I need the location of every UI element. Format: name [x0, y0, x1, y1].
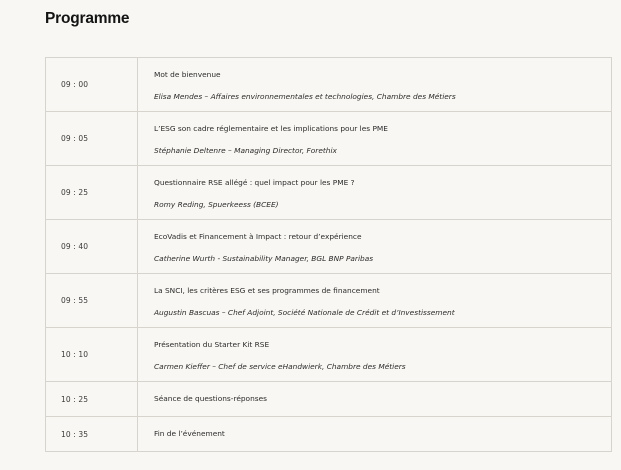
table-row [46, 328, 611, 382]
page-title: Programme [45, 10, 130, 27]
session-speaker: Elisa Mendes – Affaires environnementales et technologies, Chambre des Métiers [154, 92, 456, 101]
session-time: 09 : 05 [46, 112, 138, 165]
session-speaker: Romy Reding, Spuerkeess (BCEE) [154, 200, 279, 209]
session-time: 10 : 35 [46, 417, 138, 451]
table-row [46, 220, 611, 274]
session-details [138, 417, 611, 451]
session-speaker: Augustin Bascuas – Chef Adjoint, Société Nationale de Crédit et d’Investissement [154, 308, 455, 317]
session-details [138, 220, 611, 273]
table-row [46, 166, 611, 220]
session-title: L’ESG son cadre réglementaire et les implications pour les PME [154, 124, 388, 133]
table-row [46, 382, 611, 417]
session-details [138, 58, 611, 111]
session-time: 10 : 10 [46, 328, 138, 381]
session-title: EcoVadis et Financement à Impact : retour d’expérience [154, 232, 362, 241]
session-time: 09 : 40 [46, 220, 138, 273]
session-details [138, 382, 611, 416]
session-speaker: Carmen Kieffer – Chef de service eHandwierk, Chambre des Métiers [154, 362, 406, 371]
table-row [46, 274, 611, 328]
programme-table [45, 57, 612, 452]
session-speaker: Catherine Wurth - Sustainability Manager, BGL BNP Paribas [154, 254, 374, 263]
session-title: Questionnaire RSE allégé : quel impact pour les PME ? [154, 178, 355, 187]
session-time: 10 : 25 [46, 382, 138, 416]
table-row [46, 417, 611, 452]
session-details [138, 112, 611, 165]
session-title: Présentation du Starter Kit RSE [154, 340, 270, 349]
session-speaker: Stéphanie Deltenre – Managing Director, Forethix [154, 146, 337, 155]
session-details [138, 166, 611, 219]
session-details [138, 328, 611, 381]
session-time: 09 : 00 [46, 58, 138, 111]
session-title: Séance de questions-réponses [154, 394, 268, 403]
session-title: Mot de bienvenue [154, 70, 221, 79]
table-row [46, 112, 611, 166]
table-row [46, 58, 611, 112]
session-title: Fin de l’événement [154, 429, 225, 438]
session-details [138, 274, 611, 327]
session-time: 09 : 25 [46, 166, 138, 219]
session-time: 09 : 55 [46, 274, 138, 327]
session-title: La SNCI, les critères ESG et ses programmes de financement [154, 286, 380, 295]
